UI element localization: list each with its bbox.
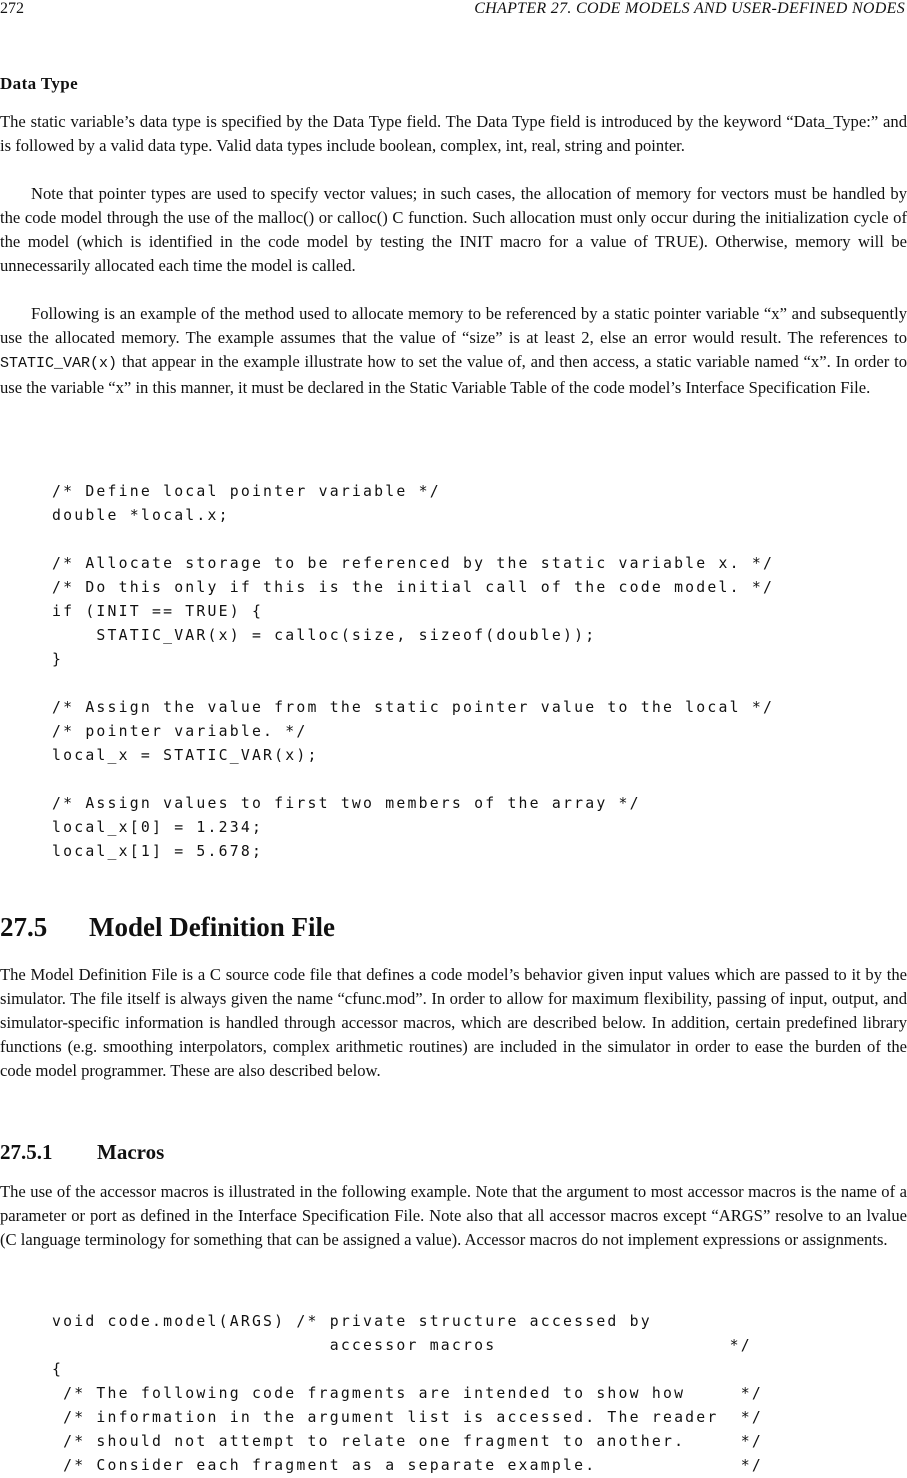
section-heading xyxy=(0,910,335,944)
example-intro-paragraph xyxy=(0,302,907,400)
page-number: 272 xyxy=(0,0,24,17)
running-header xyxy=(0,0,907,20)
subsection-number: 27.5.1 xyxy=(0,1140,53,1164)
model-definition-paragraph: The Model Definition File is a C source code file that defines a code model’s behavior given input values which are passed to it by the simulator. The file itself is always given the name “cfunc.mod”. In order to allow for maximum flexibility, passing of input, output, and simulator-specific information is handled through accessor macros, which are described below. In addition, certain predefined library functions (e.g. smoothing interpolators, complex arithmetic routines) are included in the simulator in order to ease the burden of the code model programmer. These are also described below. xyxy=(0,965,907,1080)
macros-code-example: void code.model(ARGS) /* private structure accessed by accessor macros */ { /* The following code fragments are intended to show how */ /* information in the argument list is accessed. The reader */ /* should not attempt to relate one fragment to another. */ /* Consider each fragment as a separate example. */ xyxy=(52,1313,763,1474)
subsection-heading xyxy=(0,1138,164,1166)
macros-paragraph: The use of the accessor macros is illustrated in the following example. Note that the argument to most accessor macros is the name of a parameter or port as defined in the Interface Specification File. Note also that all accessor macros except “ARGS” resolve to an lvalue (C language terminology for something that can be assigned a value). Accessor macros do not implement expressions or assignments. xyxy=(0,1182,907,1249)
section-title-text: Model Definition File xyxy=(89,912,335,942)
data-type-heading: Data Type xyxy=(0,74,79,93)
example-intro-text-b: that appear in the example illustrate how to set the value of, and then access, a static variable named “x”. In order to use the variable “x” in this manner, it must be declared in the Static Variable Table of the code model’s Interface Specification File. xyxy=(0,352,907,397)
pointer-types-paragraph: Note that pointer types are used to specify vector values; in such cases, the allocation of memory for vectors must be handled by the code model through the use of the malloc() or calloc() C function. Such allocation must only occur during the initialization cycle of the model (which is identified in the code model by testing the INIT macro for a value of TRUE). Otherwise, memory will be unnecessarily allocated each time the model is called. xyxy=(0,184,907,275)
inline-code-static-var: STATIC_VAR(x) xyxy=(0,355,118,372)
section-number: 27.5 xyxy=(0,912,48,942)
chapter-title: CHAPTER 27. CODE MODELS AND USER-DEFINED NODES xyxy=(474,0,905,17)
subsection-title-text: Macros xyxy=(97,1140,165,1164)
data-type-paragraph: The static variable’s data type is specified by the Data Type field. The Data Type field is introduced by the keyword “Data_Type:” and is followed by a valid data type. Valid data types include boolean, complex, int, real, string and pointer. xyxy=(0,112,907,155)
example-intro-text-a: Following is an example of the method used to allocate memory to be referenced by a static pointer variable “x” and subsequently use the allocated memory. The example assumes that the value of “size” is at least 2, else an error would result. The references to xyxy=(0,304,907,347)
static-var-code-example: /* Define local pointer variable */ double *local.x; /* Allocate storage to be referenced by the static variable x. */ /* Do this only if this is the initial call of the code model. */ if (INIT == TRUE) { STATIC_VAR(x) = calloc(size, sizeof(double)); } /* Assign the value from the static pointer value to the local */ /* pointer variable. */ local_x = STATIC_VAR(x); /* Assign values to first two members of the array */ local_x[0] = 1.234; local_x[1] = 5.678; xyxy=(52,483,775,860)
